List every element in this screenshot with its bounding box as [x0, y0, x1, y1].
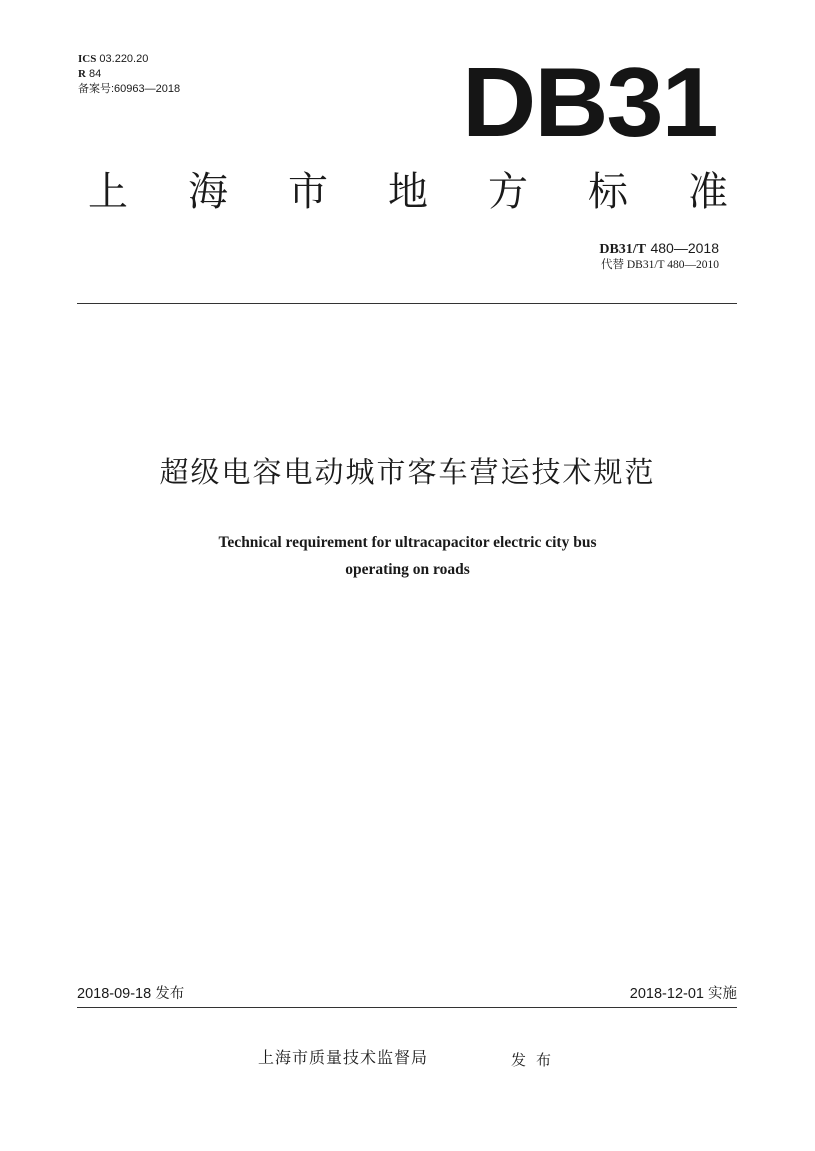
document-title-zh: 超级电容电动城市客车营运技术规范	[159, 455, 656, 489]
standard-code-block	[599, 240, 719, 273]
ccs-value: 84	[89, 68, 102, 80]
implement-date	[630, 984, 737, 1004]
document-title-en-line2: operating on roads	[345, 561, 470, 578]
issue-date-word: 发布	[155, 986, 185, 1002]
document-title-en	[0, 529, 815, 583]
issuer-name: 上海市质量技术监督局	[258, 1048, 429, 1067]
ccs-label: R	[78, 68, 86, 80]
issue-date	[77, 984, 184, 1004]
standard-type-char: 地	[388, 169, 428, 215]
standard-type-char: 市	[288, 169, 328, 215]
logo-text: DB31	[462, 47, 717, 157]
header-meta	[78, 52, 180, 97]
standard-type-char: 方	[488, 169, 528, 215]
ics-value: 03.220.20	[99, 53, 149, 65]
standard-type-char: 海	[188, 169, 228, 215]
standard-type-char: 标	[588, 169, 628, 215]
standard-code-prefix: DB31/T	[599, 242, 647, 257]
db31-logo	[462, 47, 717, 157]
filing-number: 备案号:60963—2018	[78, 83, 181, 95]
standard-type-heading	[88, 166, 728, 218]
top-divider	[77, 303, 737, 304]
implement-date-value: 2018-12-01	[629, 986, 704, 1002]
replaces-code: 代替 DB31/T 480—2010	[601, 259, 719, 271]
bottom-divider	[77, 1007, 737, 1008]
standard-code-number: 480—2018	[650, 240, 719, 256]
ics-label: ICS	[78, 53, 97, 65]
ccs-line	[78, 67, 180, 82]
ics-line	[78, 52, 180, 67]
document-title-en-line1: Technical requirement for ultracapacitor electric city bus	[218, 534, 597, 551]
issuer-action: 发布	[511, 1051, 562, 1069]
standard-type-char: 上	[88, 169, 128, 215]
implement-date-word: 实施	[708, 986, 737, 1002]
issue-date-value: 2018-09-18	[77, 986, 152, 1002]
standard-code	[599, 240, 719, 258]
standard-type-char: 准	[688, 169, 728, 215]
